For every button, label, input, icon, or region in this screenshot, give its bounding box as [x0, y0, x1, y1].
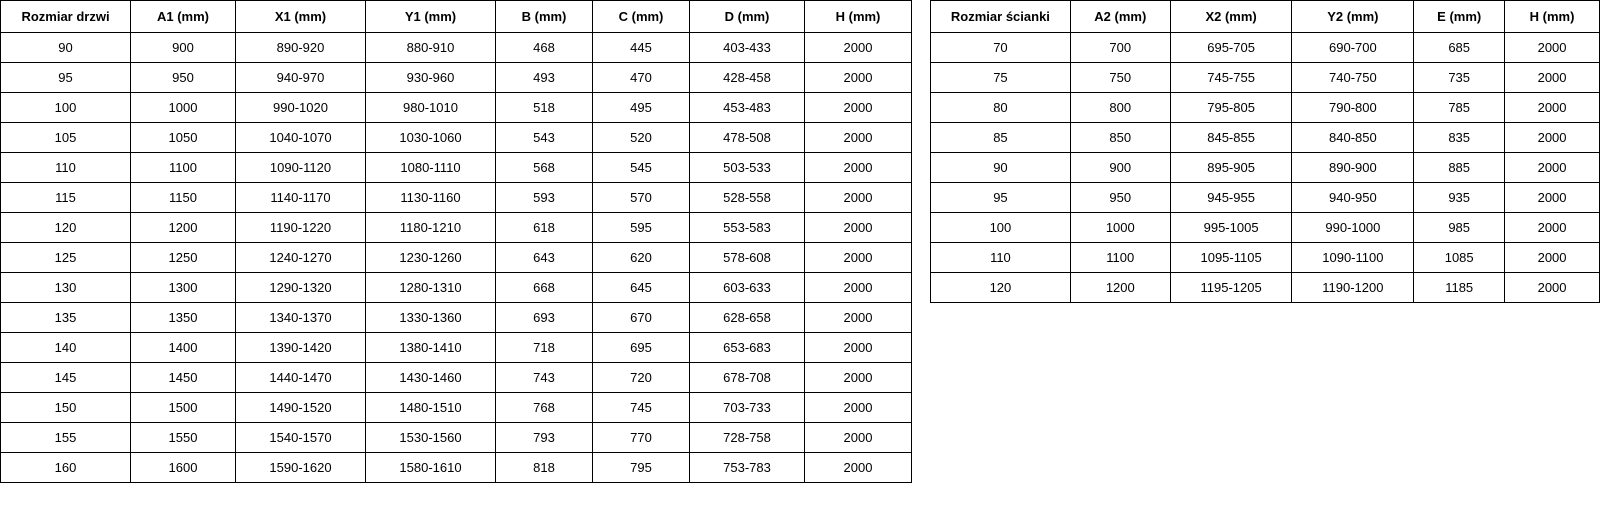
table-row: [1, 333, 912, 363]
doors-table-cell: 1080-1110: [366, 153, 496, 183]
walls-table-cell: 95: [931, 183, 1071, 213]
doors-table-cell: 2000: [805, 243, 912, 273]
doors-table-cell: 1450: [131, 363, 236, 393]
doors-table-cell: 890-920: [236, 33, 366, 63]
doors-table-cell: 645: [593, 273, 690, 303]
walls-table-cell: 740-750: [1292, 63, 1414, 93]
doors-table-cell: 578-608: [690, 243, 805, 273]
walls-table-cell: 835: [1414, 123, 1505, 153]
doors-table-cell: 403-433: [690, 33, 805, 63]
doors-table-cell: 628-658: [690, 303, 805, 333]
doors-table-cell: 670: [593, 303, 690, 333]
doors-table-cell: 100: [1, 93, 131, 123]
walls-table-cell: 1090-1100: [1292, 243, 1414, 273]
doors-table-cell: 728-758: [690, 423, 805, 453]
doors-table-cell: 1230-1260: [366, 243, 496, 273]
doors-table-cell: 90: [1, 33, 131, 63]
doors-table-cell: 990-1020: [236, 93, 366, 123]
doors-table-cell: 768: [496, 393, 593, 423]
walls-table-cell: 840-850: [1292, 123, 1414, 153]
doors-table-cell: 653-683: [690, 333, 805, 363]
walls-table-column-header: X2 (mm): [1170, 1, 1292, 33]
doors-table-column-header: Y1 (mm): [366, 1, 496, 33]
doors-table-cell: 880-910: [366, 33, 496, 63]
doors-table-cell: 940-970: [236, 63, 366, 93]
walls-table-cell: 945-955: [1170, 183, 1292, 213]
doors-table-cell: 140: [1, 333, 131, 363]
walls-table-cell: 850: [1070, 123, 1170, 153]
doors-table-cell: 155: [1, 423, 131, 453]
doors-table-cell: 468: [496, 33, 593, 63]
doors-table-cell: 720: [593, 363, 690, 393]
doors-table-cell: 1480-1510: [366, 393, 496, 423]
table-row: [1, 273, 912, 303]
walls-table-cell: 85: [931, 123, 1071, 153]
doors-table-cell: 930-960: [366, 63, 496, 93]
table-row: [931, 273, 1600, 303]
doors-table-cell: 2000: [805, 63, 912, 93]
doors-table-cell: 678-708: [690, 363, 805, 393]
doors-table-cell: 1490-1520: [236, 393, 366, 423]
doors-table-cell: 2000: [805, 393, 912, 423]
doors-table-column-header: A1 (mm): [131, 1, 236, 33]
doors-table-cell: 2000: [805, 153, 912, 183]
walls-table-cell: 995-1005: [1170, 213, 1292, 243]
doors-table-cell: 1330-1360: [366, 303, 496, 333]
doors-table-cell: 445: [593, 33, 690, 63]
walls-table-cell: 70: [931, 33, 1071, 63]
walls-table-cell: 895-905: [1170, 153, 1292, 183]
walls-table-cell: 1085: [1414, 243, 1505, 273]
doors-table-cell: 1300: [131, 273, 236, 303]
doors-table-cell: 493: [496, 63, 593, 93]
table-row: [1, 63, 912, 93]
walls-table-cell: 700: [1070, 33, 1170, 63]
doors-table-cell: 1380-1410: [366, 333, 496, 363]
doors-table-cell: 528-558: [690, 183, 805, 213]
walls-table-cell: 2000: [1505, 183, 1600, 213]
table-row: [931, 183, 1600, 213]
table-row: [1, 453, 912, 483]
walls-table-column-header: Y2 (mm): [1292, 1, 1414, 33]
walls-table-cell: 2000: [1505, 273, 1600, 303]
walls-table-cell: 735: [1414, 63, 1505, 93]
doors-table-cell: 620: [593, 243, 690, 273]
table-row: [1, 33, 912, 63]
table-row: [1, 123, 912, 153]
doors-table-cell: 743: [496, 363, 593, 393]
doors-table-cell: 718: [496, 333, 593, 363]
doors-table-cell: 145: [1, 363, 131, 393]
doors-table-cell: 2000: [805, 303, 912, 333]
table-header-row: [1, 1, 912, 33]
doors-table-cell: 2000: [805, 333, 912, 363]
doors-table-cell: 1440-1470: [236, 363, 366, 393]
table-row: [931, 93, 1600, 123]
walls-table-cell: 2000: [1505, 213, 1600, 243]
table-row: [1, 393, 912, 423]
walls-table-cell: 2000: [1505, 153, 1600, 183]
walls-table-cell: 1200: [1070, 273, 1170, 303]
doors-table-cell: 1390-1420: [236, 333, 366, 363]
doors-table-cell: 110: [1, 153, 131, 183]
doors-table-cell: 1500: [131, 393, 236, 423]
doors-table-cell: 2000: [805, 453, 912, 483]
table-row: [1, 183, 912, 213]
doors-table-cell: 135: [1, 303, 131, 333]
doors-table-cell: 770: [593, 423, 690, 453]
table-header-row: [931, 1, 1600, 33]
walls-table-cell: 890-900: [1292, 153, 1414, 183]
doors-table-cell: 2000: [805, 423, 912, 453]
walls-table-cell: 2000: [1505, 63, 1600, 93]
walls-table-cell: 2000: [1505, 243, 1600, 273]
walls-table-cell: 1185: [1414, 273, 1505, 303]
walls-table-cell: 110: [931, 243, 1071, 273]
doors-table-cell: 2000: [805, 363, 912, 393]
walls-table-cell: 695-705: [1170, 33, 1292, 63]
doors-table-cell: 2000: [805, 273, 912, 303]
walls-table-cell: 985: [1414, 213, 1505, 243]
doors-table-column-header: D (mm): [690, 1, 805, 33]
walls-table-cell: 935: [1414, 183, 1505, 213]
table-row: [1, 363, 912, 393]
doors-table-cell: 453-483: [690, 93, 805, 123]
walls-table-column-header: Rozmiar ścianki: [931, 1, 1071, 33]
table-row: [931, 63, 1600, 93]
doors-table-cell: 1530-1560: [366, 423, 496, 453]
doors-table-cell: 1040-1070: [236, 123, 366, 153]
table-row: [931, 213, 1600, 243]
table-row: [1, 213, 912, 243]
walls-table-cell: 1095-1105: [1170, 243, 1292, 273]
doors-table-cell: 1150: [131, 183, 236, 213]
doors-table-cell: 1350: [131, 303, 236, 333]
doors-table-cell: 570: [593, 183, 690, 213]
table-row: [931, 33, 1600, 63]
doors-table-cell: 795: [593, 453, 690, 483]
doors-table-cell: 2000: [805, 183, 912, 213]
doors-table-cell: 1580-1610: [366, 453, 496, 483]
doors-table-cell: 1030-1060: [366, 123, 496, 153]
walls-table-cell: 790-800: [1292, 93, 1414, 123]
walls-table-cell: 745-755: [1170, 63, 1292, 93]
doors-table-cell: 1000: [131, 93, 236, 123]
doors-table-cell: 693: [496, 303, 593, 333]
walls-table-cell: 2000: [1505, 33, 1600, 63]
table-row: [1, 303, 912, 333]
doors-table-cell: 160: [1, 453, 131, 483]
walls-table-cell: 685: [1414, 33, 1505, 63]
walls-table-cell: 785: [1414, 93, 1505, 123]
doors-table-cell: 115: [1, 183, 131, 213]
walls-table-cell: 750: [1070, 63, 1170, 93]
table-row: [931, 243, 1600, 273]
doors-table-cell: 150: [1, 393, 131, 423]
doors-table-cell: 1140-1170: [236, 183, 366, 213]
walls-table-cell: 80: [931, 93, 1071, 123]
doors-table-cell: 793: [496, 423, 593, 453]
doors-table-cell: 900: [131, 33, 236, 63]
doors-table-cell: 1180-1210: [366, 213, 496, 243]
doors-table-cell: 818: [496, 453, 593, 483]
doors-table-cell: 520: [593, 123, 690, 153]
walls-table-cell: 690-700: [1292, 33, 1414, 63]
table-row: [1, 93, 912, 123]
doors-table-cell: 1550: [131, 423, 236, 453]
doors-table-cell: 2000: [805, 213, 912, 243]
doors-table-cell: 1190-1220: [236, 213, 366, 243]
walls-table-cell: 950: [1070, 183, 1170, 213]
doors-table-cell: 595: [593, 213, 690, 243]
doors-table-cell: 1050: [131, 123, 236, 153]
doors-table-cell: 543: [496, 123, 593, 153]
doors-table-cell: 1240-1270: [236, 243, 366, 273]
doors-table-cell: 593: [496, 183, 593, 213]
doors-table-cell: 105: [1, 123, 131, 153]
doors-table-cell: 428-458: [690, 63, 805, 93]
doors-table-cell: 668: [496, 273, 593, 303]
doors-table-cell: 643: [496, 243, 593, 273]
walls-table-cell: 900: [1070, 153, 1170, 183]
doors-table-cell: 2000: [805, 123, 912, 153]
walls-dimension-table: [930, 0, 1600, 303]
walls-table-cell: 845-855: [1170, 123, 1292, 153]
table-row: [1, 423, 912, 453]
doors-table-cell: 95: [1, 63, 131, 93]
doors-table-cell: 568: [496, 153, 593, 183]
doors-table-cell: 470: [593, 63, 690, 93]
doors-table-cell: 1250: [131, 243, 236, 273]
walls-table-cell: 1190-1200: [1292, 273, 1414, 303]
doors-table-cell: 1540-1570: [236, 423, 366, 453]
walls-table-column-header: A2 (mm): [1070, 1, 1170, 33]
doors-table-cell: 753-783: [690, 453, 805, 483]
walls-table-cell: 100: [931, 213, 1071, 243]
doors-table-cell: 2000: [805, 33, 912, 63]
doors-table-cell: 553-583: [690, 213, 805, 243]
table-row: [931, 123, 1600, 153]
doors-table-cell: 495: [593, 93, 690, 123]
walls-table-cell: 75: [931, 63, 1071, 93]
doors-table-cell: 120: [1, 213, 131, 243]
doors-table-cell: 1090-1120: [236, 153, 366, 183]
doors-table-cell: 545: [593, 153, 690, 183]
walls-table-cell: 990-1000: [1292, 213, 1414, 243]
doors-table-cell: 603-633: [690, 273, 805, 303]
doors-table-cell: 1130-1160: [366, 183, 496, 213]
doors-table-cell: 1430-1460: [366, 363, 496, 393]
doors-table-column-header: C (mm): [593, 1, 690, 33]
doors-table-cell: 1340-1370: [236, 303, 366, 333]
walls-table-cell: 800: [1070, 93, 1170, 123]
walls-table-cell: 2000: [1505, 123, 1600, 153]
doors-table-cell: 618: [496, 213, 593, 243]
walls-table-cell: 2000: [1505, 93, 1600, 123]
doors-table-cell: 1200: [131, 213, 236, 243]
doors-table-cell: 703-733: [690, 393, 805, 423]
doors-table-cell: 695: [593, 333, 690, 363]
doors-table-cell: 1280-1310: [366, 273, 496, 303]
table-row: [1, 153, 912, 183]
walls-dimension-table-container: [930, 0, 1600, 303]
walls-table-cell: 795-805: [1170, 93, 1292, 123]
table-row: [1, 243, 912, 273]
doors-table-column-header: B (mm): [496, 1, 593, 33]
doors-table-cell: 1100: [131, 153, 236, 183]
walls-table-cell: 120: [931, 273, 1071, 303]
walls-table-cell: 1000: [1070, 213, 1170, 243]
walls-table-cell: 1195-1205: [1170, 273, 1292, 303]
doors-table-cell: 980-1010: [366, 93, 496, 123]
doors-table-column-header: X1 (mm): [236, 1, 366, 33]
doors-table-column-header: Rozmiar drzwi: [1, 1, 131, 33]
doors-table-cell: 130: [1, 273, 131, 303]
walls-table-cell: 885: [1414, 153, 1505, 183]
walls-table-column-header: H (mm): [1505, 1, 1600, 33]
doors-table-cell: 503-533: [690, 153, 805, 183]
doors-table-column-header: H (mm): [805, 1, 912, 33]
doors-table-cell: 2000: [805, 93, 912, 123]
walls-table-column-header: E (mm): [1414, 1, 1505, 33]
doors-table-cell: 125: [1, 243, 131, 273]
doors-table-cell: 478-508: [690, 123, 805, 153]
walls-table-cell: 90: [931, 153, 1071, 183]
table-row: [931, 153, 1600, 183]
doors-table-cell: 1400: [131, 333, 236, 363]
doors-table-cell: 1590-1620: [236, 453, 366, 483]
walls-table-cell: 940-950: [1292, 183, 1414, 213]
doors-table-cell: 518: [496, 93, 593, 123]
doors-table-cell: 950: [131, 63, 236, 93]
doors-table-cell: 1290-1320: [236, 273, 366, 303]
doors-table-cell: 1600: [131, 453, 236, 483]
doors-table-cell: 745: [593, 393, 690, 423]
walls-table-cell: 1100: [1070, 243, 1170, 273]
